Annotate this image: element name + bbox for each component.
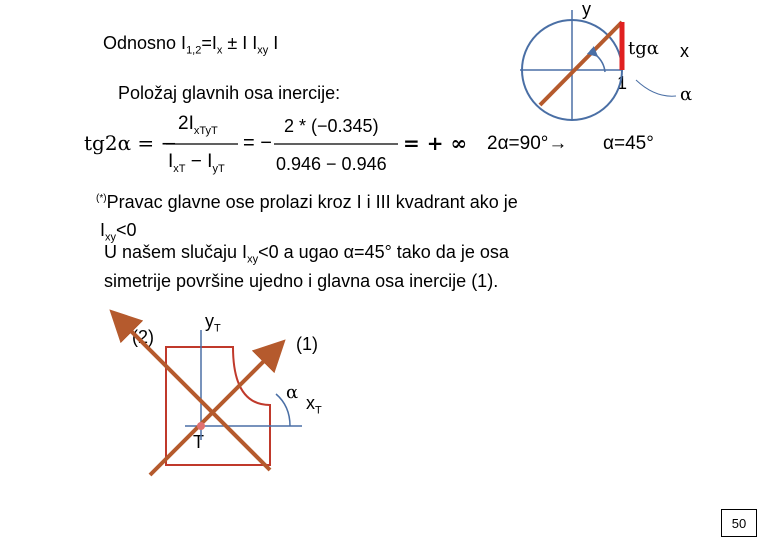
note-line2a-sub: xy xyxy=(105,231,117,244)
formula-den-mid: − I xyxy=(185,151,213,172)
formula-result: = + ∞ xyxy=(403,131,468,155)
shape-label-2: (2) xyxy=(132,327,154,347)
formula-den-sub1: xT xyxy=(173,162,186,175)
heading-sub2: x xyxy=(216,44,223,57)
formula-eq: = − xyxy=(243,132,272,154)
principal-axis-2 xyxy=(115,315,270,470)
heading-sub1: 1,2 xyxy=(186,44,202,57)
shape-T-label: T xyxy=(193,432,204,452)
shape-xT-text: x xyxy=(306,393,315,413)
formula-num-sub: xTyT xyxy=(193,124,218,137)
shape-diagram xyxy=(115,315,302,475)
page-number: 50 xyxy=(721,509,757,537)
shape-alpha-arc xyxy=(276,394,290,426)
shape-yT-text: y xyxy=(205,311,214,331)
subheading: Položaj glavnih osa inercije: xyxy=(118,83,341,103)
heading-prefix: Odnosno I xyxy=(103,33,187,53)
heading-mid2: ± I I xyxy=(222,33,258,53)
shape-alpha-label: α xyxy=(286,382,299,403)
circle-one-label: 1 xyxy=(617,73,628,93)
note-line1-text: Pravac glavne ose prolazi kroz I i III kvadrant ako je xyxy=(106,192,518,212)
circle-tg-text: tgα xyxy=(628,38,659,59)
circle-diagonal xyxy=(540,22,622,105)
circle-y-label: y xyxy=(582,0,591,19)
heading-sub3: xy xyxy=(257,44,269,57)
principal-axis-1 xyxy=(150,345,280,475)
note-line3b: <0 a ugao α=45° tako da je osa xyxy=(258,242,509,262)
note-line2a: I xyxy=(100,220,106,240)
note-line4: simetrije površine ujedno i glavna osa inercije (1). xyxy=(104,271,499,291)
note-marker: (*) xyxy=(96,193,107,204)
formula-numerator-2: 2 * (−0.345) xyxy=(284,116,379,136)
formula-angle: α=45° xyxy=(603,133,654,154)
circle-diagram xyxy=(520,10,676,120)
shape-yT-sub: T xyxy=(214,322,221,335)
formula-denominator-2: 0.946 − 0.946 xyxy=(276,154,387,174)
formula-lhs: tg2α = − xyxy=(84,131,178,155)
shape-xT-sub: T xyxy=(315,404,322,417)
formula-den: I xyxy=(168,151,174,172)
formula-den-sub2: yT xyxy=(212,162,225,175)
centroid-point xyxy=(197,422,205,430)
heading-suffix: I xyxy=(268,33,279,53)
circle-x-label: x xyxy=(680,41,689,61)
formula-angle2: 2α=90°→ xyxy=(487,133,568,154)
note-line3-sub: xy xyxy=(247,253,259,266)
note-line3a: U našem slučaju I xyxy=(104,242,248,262)
circle-alpha-leader xyxy=(636,80,676,96)
heading-mid: =I xyxy=(201,33,217,53)
circle-alpha-label: α xyxy=(680,84,693,105)
formula-num: 2I xyxy=(178,113,194,134)
shape-label-1: (1) xyxy=(296,334,318,354)
note-line2b: <0 xyxy=(116,220,137,240)
